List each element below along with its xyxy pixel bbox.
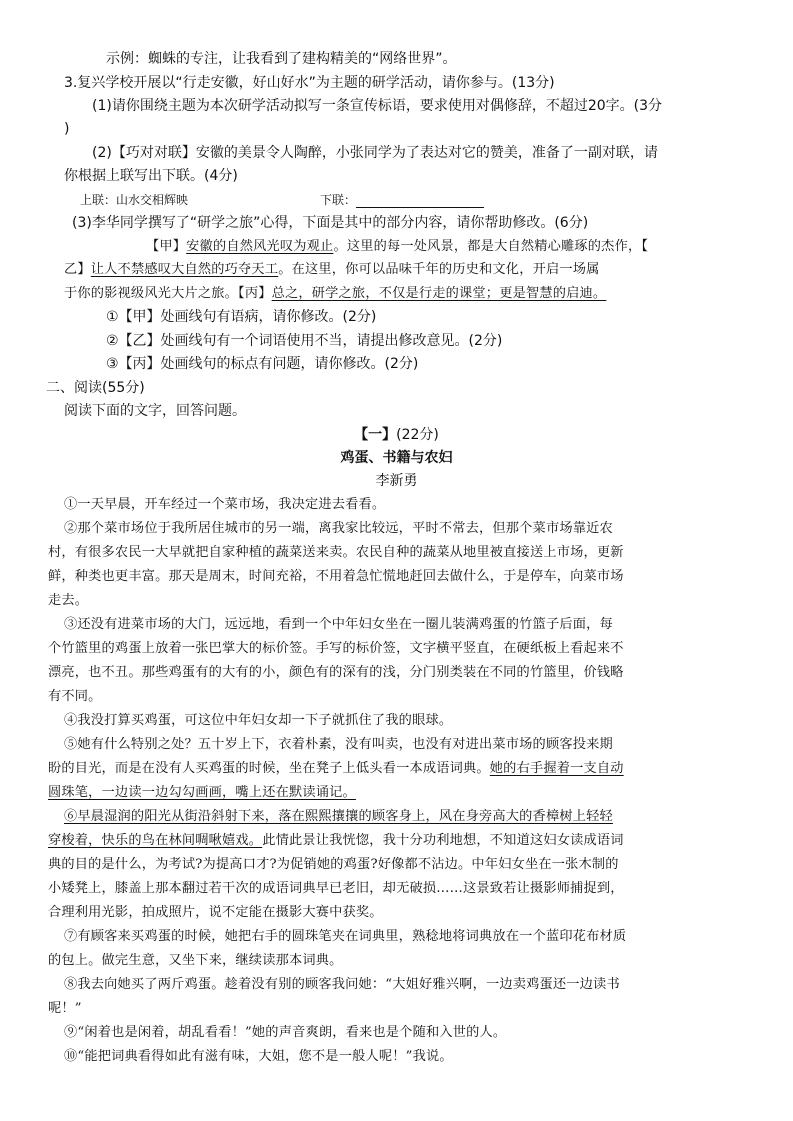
- underlined-sentence: 穿梭着，快乐的鸟在林间啁啾嬉戏。: [48, 833, 263, 848]
- paragraph-6-line5: 合理利用光影，拍成照片，说不定能在摄影大赛中获奖。: [48, 905, 383, 920]
- task-2: ②【乙】处画线句有一个词语使用不当，请提出修改意见。(2分): [106, 333, 503, 349]
- underlined-sentence-yi: 让人不禁感叹大自然的巧夺天工: [90, 262, 279, 277]
- paragraph-6-line3: 典的目的是什么，为考试?为提高口才?为促销她的鸡蛋?好像都不沾边。中年妇女坐在一张木制的: [48, 857, 619, 872]
- couplet-lower-label: 下联：: [320, 193, 357, 207]
- passage-line2: [64, 260, 600, 280]
- underlined-sentence: 她的右手握着一支自动: [489, 761, 624, 776]
- paragraph-5-line1: ⑤她有什么特别之处？五十岁上下，衣着朴素，没有叫卖，也没有对进出菜市场的顾客投来期: [64, 737, 613, 752]
- paragraph-2-line4: 走去。: [48, 593, 89, 608]
- paragraph-2-line1: ②那个菜市场位于我所居住城市的另一端，离我家比较远，平时不常去，但那个菜市场靠近农: [64, 521, 613, 536]
- question-3-1-line1: (1)请你围绕主题为本次研学活动拟写一条宣传标语，要求使用对偶修辞，不超过20字。(3分: [92, 98, 663, 114]
- paragraph-8-line1: ⑧我去向她买了两斤鸡蛋。趁着没有别的顾客我问她：“大姐好雅兴啊，一边卖鸡蛋还一边读书: [64, 977, 620, 992]
- question-3-2-line2: 你根据上联写出下联。(4分): [64, 168, 238, 184]
- part-label: 【一】: [354, 427, 397, 443]
- paragraph-2-line2: 村，有很多农民一大早就把自家种植的蔬菜送来卖。农民自种的蔬菜从地里被直接送上市场，更新: [48, 545, 624, 560]
- passage-text: 。在这里，你可以品味千年的历史和文化，开启一场属: [278, 262, 600, 277]
- example-sentence: 示例：蜘蛛的专注，让我看到了建构精美的“网络世界”。: [106, 51, 457, 67]
- passage-line1: [146, 237, 648, 257]
- section-2-instruction: 阅读下面的文字，回答问题。: [64, 403, 246, 419]
- paragraph-2-line3: 鲜，种类也更丰富。那天是周末，时间充裕，不用着急忙慌地赶回去做什么，于是停车，向菜市场: [48, 569, 624, 584]
- article-title: 鸡蛋、书籍与农妇: [340, 450, 453, 466]
- task-1: ①【甲】处画线句有语病，请你修改。(2分): [106, 309, 377, 325]
- part-score: (22分): [396, 427, 439, 443]
- part-header: [0, 425, 793, 445]
- underlined-sentence-bing: 总之，研学之旅，不仅是行走的课堂；更是智慧的启迪。: [271, 286, 607, 301]
- paragraph-8-line2: 呢！”: [48, 1001, 82, 1016]
- tag-yi: 乙】: [64, 262, 91, 277]
- paragraph-1: ①一天早晨，开车经过一个菜市场，我决定进去看看。: [64, 497, 386, 512]
- answer-blank[interactable]: [356, 193, 484, 208]
- section-2-title: 二、阅读(55分): [46, 380, 145, 396]
- tag-jia: 【甲】: [146, 239, 187, 254]
- paragraph-3-line4: 有不同。: [48, 689, 102, 704]
- paragraph-3-line3: 漂亮，也不丑。那些鸡蛋有的大有的小，颜色有的深有的浅，分门别类装在不同的竹篮里，价钱略: [48, 665, 624, 680]
- paragraph-5-line2: [48, 759, 624, 779]
- task-3: ③【丙】处画线句的标点有问题，请你修改。(2分): [106, 356, 419, 372]
- question-3-3: (3)李华同学撰写了“研学之旅”心得，下面是其中的部分内容，请你帮助修改。(6分): [72, 215, 589, 231]
- paragraph-9: ⑨“闲着也是闲着，胡乱看看！”她的声音爽朗，看来也是个随和入世的人。: [64, 1025, 507, 1040]
- question-3-intro: 3.复兴学校开展以“行走安徽，好山好水”为主题的研学活动，请你参与。(13分): [64, 75, 555, 91]
- paragraph-3-line1: ③还没有进菜市场的大门，远远地，看到一个中年妇女坐在一圈儿装满鸡蛋的竹篮子后面，每: [64, 617, 613, 632]
- passage-line3: [64, 284, 606, 304]
- paragraph-text: 此情此景让我恍惚，我十分功利地想，不知道这妇女读成语词: [262, 833, 624, 848]
- passage-text: 于你的影视级风光大片之旅。【丙】: [64, 286, 272, 301]
- paragraph-6-line2: [48, 831, 624, 851]
- underlined-sentence-jia: 安徽的自然风光叹为观止: [186, 239, 334, 254]
- paragraph-text: 盼的目光，而是在没有人买鸡蛋的时候，坐在凳子上低头看一本成语词典。: [48, 761, 490, 776]
- couplet-lower: [320, 190, 484, 210]
- paragraph-7-line2: 的包上。做完生意，又坐下来，继续读那本词典。: [48, 953, 343, 968]
- paragraph-6-line1: ⑥早晨湿润的阳光从街沿斜射下来，落在熙熙攘攘的顾客身上，风在身旁高大的香樟树上轻轻: [64, 809, 613, 824]
- paragraph-3-line2: 个竹篮里的鸡蛋上放着一张巴掌大的标价签。手写的标价签，文字横平竖直，在硬纸板上看起来不: [48, 641, 624, 656]
- passage-text: 。这里的每一处风景，都是大自然精心雕琢的杰作，【: [333, 239, 649, 254]
- question-3-2-line1: (2)【巧对对联】安徽的美景令人陶醉，小张同学为了表达对它的赞美，准备了一副对联，请: [92, 145, 658, 161]
- question-3-1-line2: ): [64, 121, 70, 137]
- article-author: 李新勇: [375, 473, 418, 489]
- paragraph-6-line4: 小矮凳上，膝盖上那本翻过若干次的成语词典早已老旧，却无破损……这景致若让摄影师捕捉到，: [48, 881, 624, 896]
- paragraph-5-line3: 圆珠笔，一边读一边勾勾画画，嘴上还在默读诵记。: [48, 785, 356, 800]
- couplet-upper: 上联：山水交相辉映: [80, 193, 189, 207]
- paragraph-10: ⑩“能把词典看得如此有滋有味，大姐，您不是一般人呢！”我说。: [64, 1049, 453, 1064]
- paragraph-7-line1: ⑦有顾客来买鸡蛋的时候，她把右手的圆珠笔夹在词典里，熟稔地将词典放在一个蓝印花布材质: [64, 929, 627, 944]
- paragraph-4: ④我没打算买鸡蛋，可这位中年妇女却一下子就抓住了我的眼球。: [64, 713, 453, 728]
